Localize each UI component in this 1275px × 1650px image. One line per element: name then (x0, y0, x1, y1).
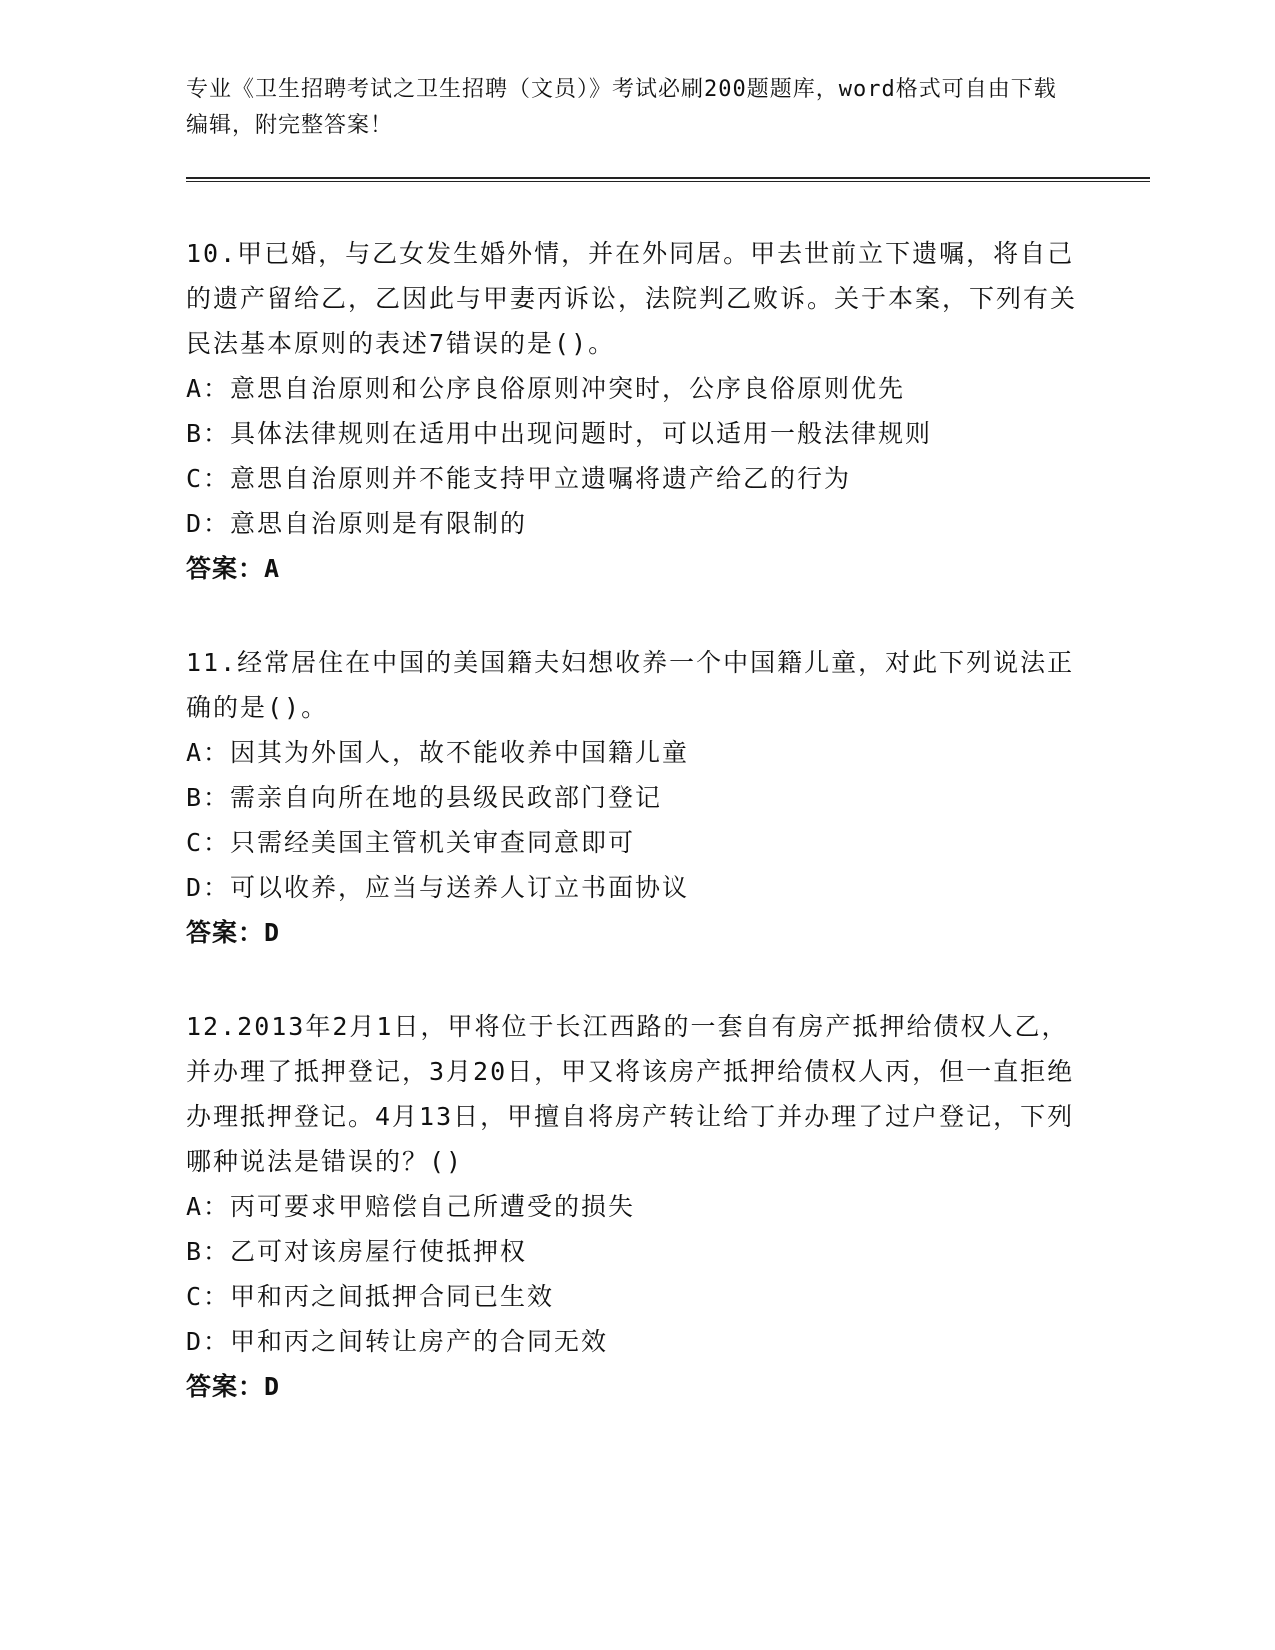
option-d: D：甲和丙之间转让房产的合同无效 (186, 1327, 609, 1356)
option-a: A：意思自治原则和公序良俗原则冲突时，公序良俗原则优先 (186, 374, 906, 403)
option-d: D：意思自治原则是有限制的 (186, 509, 528, 538)
document-intro: 专业《卫生招聘考试之卫生招聘（文员）》考试必刷200题题库，word格式可自由下载编辑，附完整答案！ (186, 77, 1057, 138)
option-a: A：丙可要求甲赔偿自己所遭受的损失 (186, 1192, 636, 1221)
question-stem: 11.经常居住在中国的美国籍夫妇想收养一个中国籍儿童，对此下列说法正确的是()。 (186, 648, 1075, 722)
question-10 (186, 231, 1086, 591)
option-b: B：具体法律规则在适用中出现问题时，可以适用一般法律规则 (186, 419, 933, 448)
option-c: C：只需经美国主管机关审查同意即可 (186, 828, 636, 857)
option-d: D：可以收养，应当与送养人订立书面协议 (186, 873, 690, 902)
answer-label: 答案：A (186, 554, 281, 583)
question-stem: 10.甲已婚，与乙女发生婚外情，并在外同居。甲去世前立下遗嘱，将自己的遗产留给乙，乙因此与甲妻丙诉讼，法院判乙败诉。关于本案，下列有关民法基本原则的表述7错误的是()。 (186, 239, 1078, 358)
divider-line-thin (186, 181, 1150, 182)
option-c: C：甲和丙之间抵押合同已生效 (186, 1282, 555, 1311)
answer-label: 答案：D (186, 1372, 281, 1401)
option-b: B：需亲自向所在地的县级民政部门登记 (186, 783, 663, 812)
option-c: C：意思自治原则并不能支持甲立遗嘱将遗产给乙的行为 (186, 464, 852, 493)
question-12 (186, 1004, 1086, 1409)
option-a: A：因其为外国人，故不能收养中国籍儿童 (186, 738, 690, 767)
option-b: B：乙可对该房屋行使抵押权 (186, 1237, 528, 1266)
question-stem: 12.2013年2月1日，甲将位于长江西路的一套自有房产抵押给债权人乙，并办理了抵押登记，3月20日，甲又将该房产抵押给债权人丙，但一直拒绝办理抵押登记。4月13日，甲擅自将房产转让给丁并办理了过户登记，下列哪种说法是错误的？() (186, 1012, 1075, 1176)
question-11 (186, 640, 1086, 955)
answer-label: 答案：D (186, 918, 281, 947)
divider-line-thick (186, 177, 1150, 179)
header-divider (186, 177, 1150, 183)
